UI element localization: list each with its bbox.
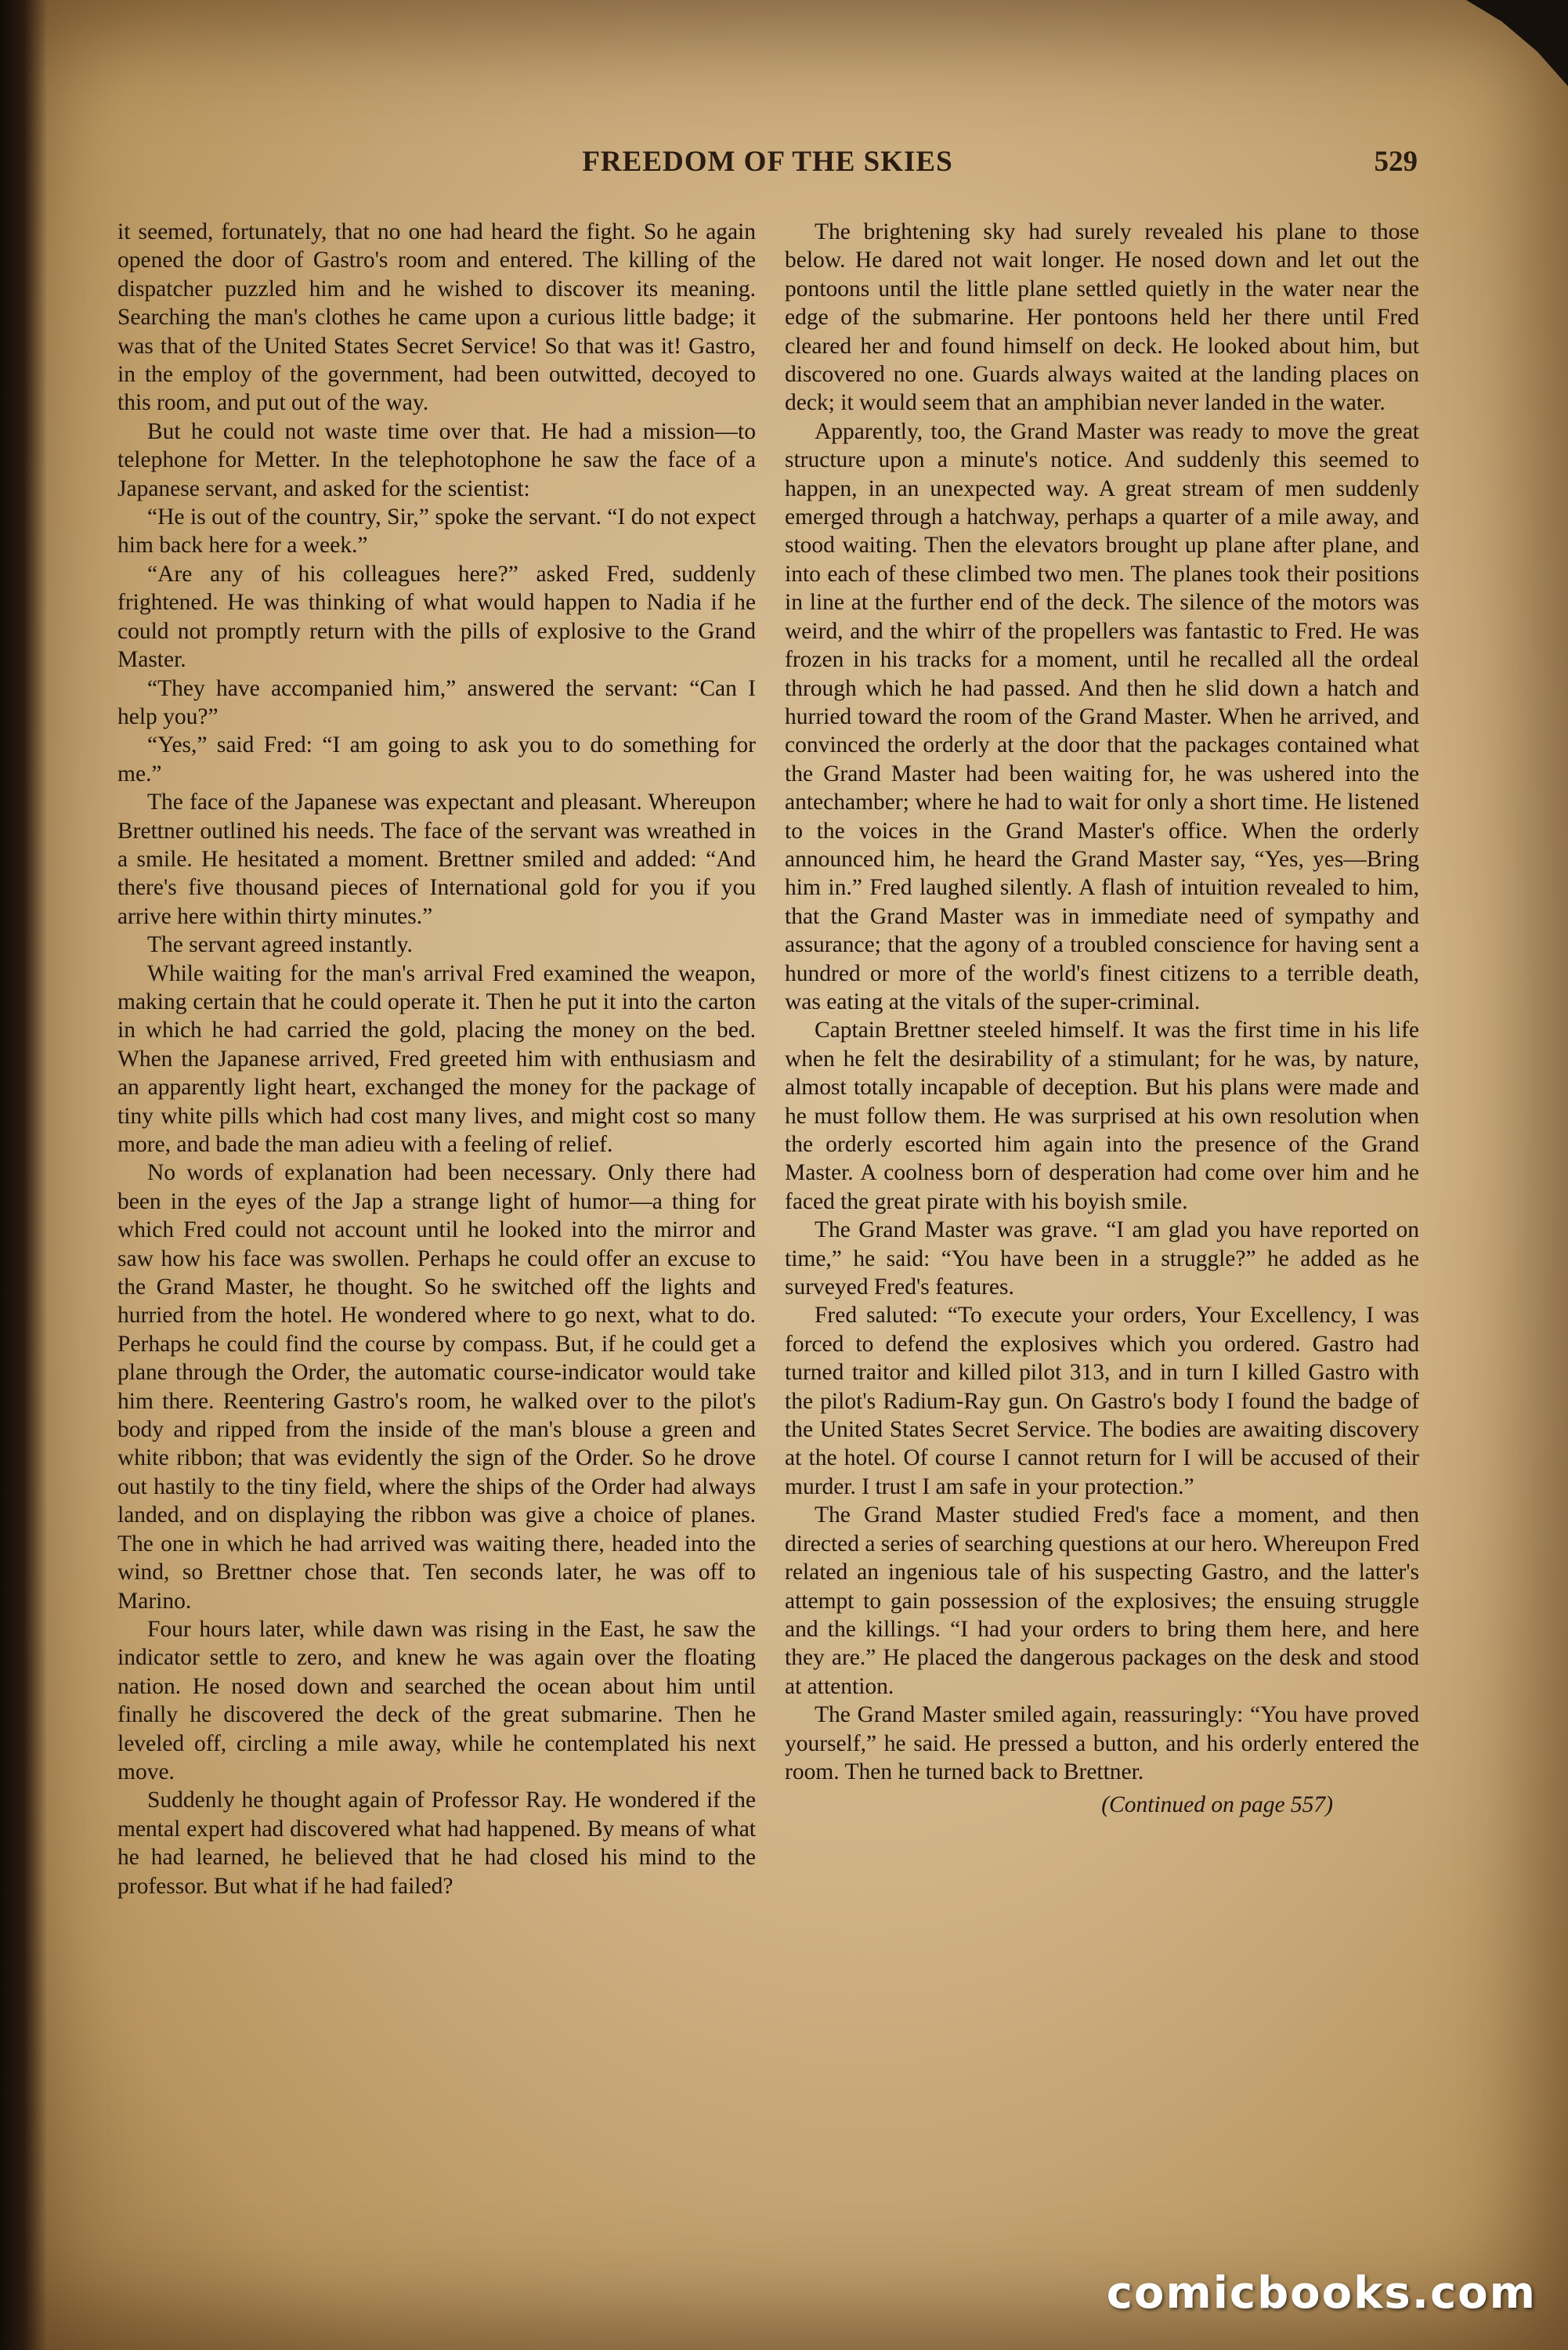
torn-left-edge bbox=[0, 0, 47, 2350]
torn-top-right-corner bbox=[1466, 0, 1568, 86]
paragraph: The servant agreed instantly. bbox=[147, 932, 413, 958]
paragraph: “They have accompanied him,” answered the servant: “Can I help you?” bbox=[117, 675, 756, 729]
paragraph: No words of explanation had been necessary. Only there had been in the eyes of the Jap a strange light of humor—a thing for which Fred could not account until he looked into the mirror and saw how his face was swollen. Perhaps he could offer an excuse to the Grand Master, he thought. So he switched off the lights and hurried from the hotel. He wondered where to go next, what to do. Perhaps he could find the course by compass. But, if he could get a plane through the Order, the automatic course-indicator would take him there. Reentering Gastro's room, he walked over to the pilot's body and ripped from the inside of the man's blouse a green and white ribbon; that was evidently the sign of the Order. So he drove out hastily to the tiny field, where the ships of the Order had always landed, and on displaying the ribbon was give a choice of planes. The one in which he had arrived was waiting there, headed into the wind, so Brettner chose that. Ten seconds later, he was off to Marino. bbox=[117, 1160, 756, 1614]
paragraph: Four hours later, while dawn was rising in the East, he saw the indicator settle to zero, and knew he was again over the floating nation. He nosed down and searched the ocean about him until finally he discovered the deck of the great submarine. Then he leveled off, circling a mile away, while he contemplated his next move. bbox=[117, 1616, 756, 1784]
continued-note: (Continued on page 557) bbox=[1101, 1792, 1333, 1818]
paragraph: Suddenly he thought again of Professor Ray. He wondered if the mental expert had discovered what had happened. By means of what he had learned, he believed that he had closed his mind to the professor. But what if he had failed? bbox=[117, 1788, 756, 1899]
paragraph: Apparently, too, the Grand Master was ready to move the great structure upon a minute's notice. And suddenly this seemed to happen, in an unexpected way. A great stream of men suddenly emerged through a hatchway, perhaps a quarter of a mile away, and stood waiting. Then the elevators brought up plane after plane, and into each of these climbed two men. The planes took their positions in line at the further end of the deck. The silence of the motors was weird, and the whirr of the propellers was fantastic to Fred. He was frozen in his tracks for a moment, until he recalled all the ordeal through which he had passed. And then he slid down a hatch and hurried toward the room of the Grand Master. When he arrived, and convinced the orderly at the door that the packages contained what the Grand Master had been waiting for, he was ushered into the antechamber; where he had to wait for only a short time. He listened to the voices in the Grand Master's office. When the orderly announced him, he heard the Grand Master say, “Yes, yes—Bring him in.” Fred laughed silently. A flash of intuition revealed to him, that the Grand Master was in immediate need of sympathy and assurance; that the agony of a troubled conscience for having sent a hundred or more of the world's finest citizens to a terrible death, was eating at the vitals of the super-criminal. bbox=[785, 418, 1419, 1014]
paragraph: Captain Brettner steeled himself. It was the first time in his life when he felt the desirability of a stimulant; for he was, by nature, almost totally incapable of deception. But his plans were made and he must follow them. He was surprised at his own resolution when the orderly escorted him again into the presence of the Grand Master. A coolness born of desperation had come over him and he faced the great pirate with his boyish smile. bbox=[785, 1018, 1419, 1214]
paragraph: The face of the Japanese was expectant and pleasant. Whereupon Brettner outlined his needs. The face of the servant was wreathed in a smile. He hesitated a moment. Brettner smiled and added: “And there's five thousand pieces of International gold for you if you arrive here within thirty minutes.” bbox=[117, 790, 756, 929]
paragraph: Fred saluted: “To execute your orders, Your Excellency, I was forced to defend the explosives which you ordered. Gastro had turned traitor and killed pilot 313, and in turn I killed Gastro with the pilot's Radium-Ray gun. On Gastro's body I found the badge of the United States Secret Service. The bodies are awaiting discovery at the hotel. Of course I cannot return for I will be accused of their murder. I trust I am safe in your protection.” bbox=[785, 1303, 1419, 1499]
paragraph: it seemed, fortunately, that no one had heard the fight. So he again opened the door of Gastro's room and entered. The killing of the dispatcher puzzled him and he wished to discover its meaning. Searching the man's clothes he came upon a curious little badge; it was that of the United States Secret Service! So that was it! Gastro, in the employ of the government, had been outwitted, decoyed to this room, and put out of the way. bbox=[117, 219, 756, 416]
story-title: FREEDOM OF THE SKIES bbox=[582, 146, 953, 178]
paragraph: But he could not waste time over that. He had a mission—to telephone for Metter. In the telephotophone he saw the face of a Japanese servant, and asked for the scientist: bbox=[117, 418, 756, 501]
paragraph: The brightening sky had surely revealed his plane to those below. He dared not wait longer. He nosed down and let out the pontoons until the little plane settled quietly in the water near the edge of the submarine. Her pontoons held her there until Fred cleared her and found himself on deck. He looked about him, but discovered no one. Guards always waited at the landing places on deck; it would seem that an amphibian never landed in the water. bbox=[785, 219, 1419, 416]
paragraph: The Grand Master studied Fred's face a moment, and then directed a series of searching questions at our hero. Whereupon Fred related an ingenious tale of his suspecting Gastro, and the latter's attempt to gain possession of the explosives; the ensuing struggle and the killings. “I had your orders to bring them here, and here they are.” He placed the dangerous packages on the desk and stood at attention. bbox=[785, 1502, 1419, 1699]
site-watermark: comicbooks.com bbox=[1106, 2268, 1537, 2319]
page-number: 529 bbox=[1374, 146, 1418, 178]
paragraph: “He is out of the country, Sir,” spoke the servant. “I do not expect him back here for a week.” bbox=[117, 504, 756, 559]
paragraph: “Yes,” said Fred: “I am going to ask you to do something for me.” bbox=[117, 732, 756, 786]
paragraph: “Are any of his colleagues here?” asked Fred, suddenly frightened. He was thinking of what would happen to Nadia if he could not promptly return with the pills of explosive to the Grand Master. bbox=[117, 561, 756, 673]
text-column-right bbox=[785, 218, 1419, 2204]
paragraph: The Grand Master smiled again, reassuringly: “You have proved yourself,” he said. He pressed a button, and his orderly entered the room. Then he turned back to Brettner. bbox=[785, 1702, 1419, 1784]
paragraph: While waiting for the man's arrival Fred examined the weapon, making certain that he could operate it. Then he put it into the carton in which he had carried the gold, placing the money on the bed. When the Japanese arrived, Fred greeted him with enthusiasm and an apparently light heart, exchanged the money for the package of tiny white pills which had cost many lives, and might cost so many more, and bade the man adieu with a feeling of relief. bbox=[117, 960, 756, 1157]
running-header bbox=[117, 145, 1418, 184]
text-column-left bbox=[117, 218, 756, 2204]
paragraph: The Grand Master was grave. “I am glad you have reported on time,” he said: “You have been in a struggle?” he added as he surveyed Fred's features. bbox=[785, 1217, 1419, 1300]
